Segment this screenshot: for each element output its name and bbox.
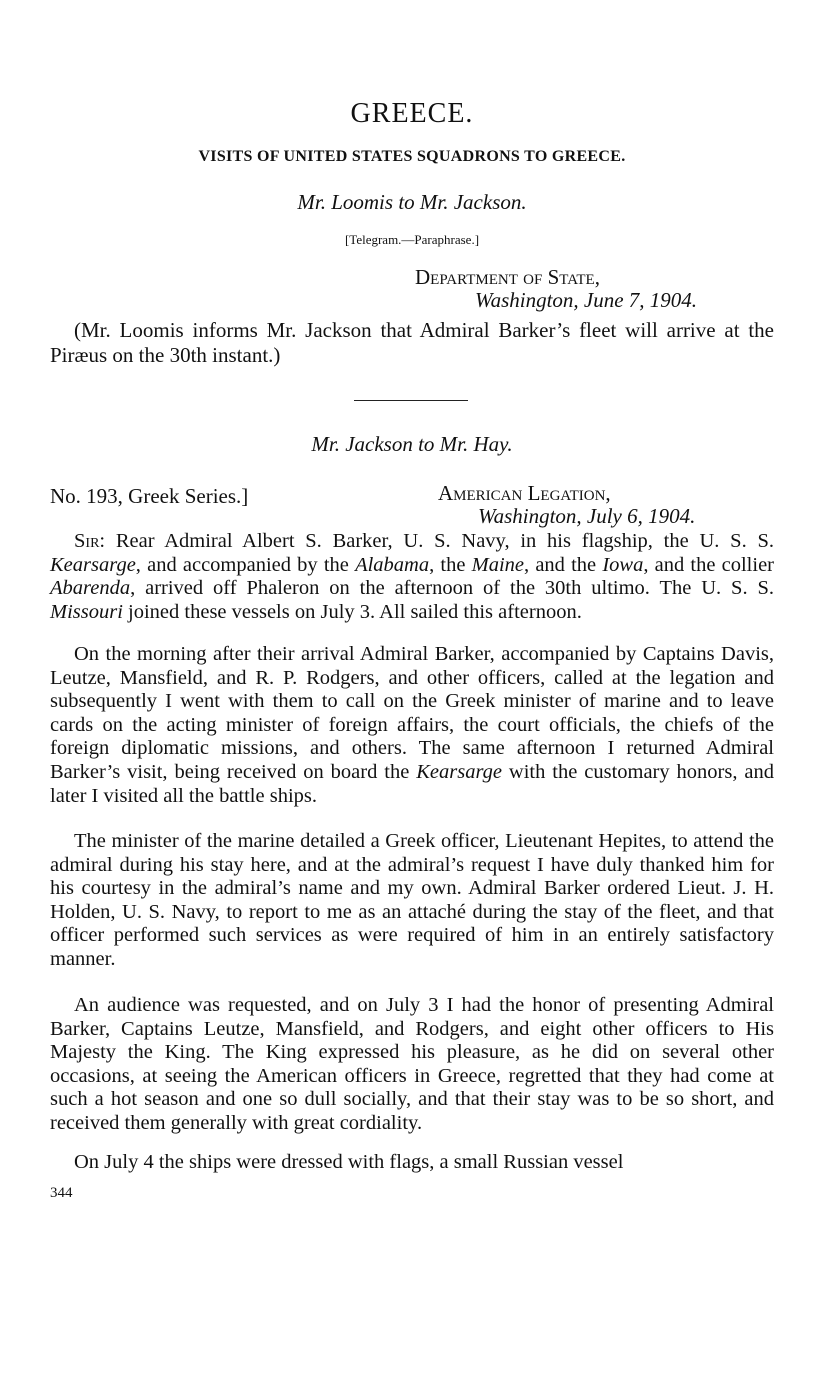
- sender-office: Department of State,: [415, 265, 600, 289]
- paragraph-1: [50, 530, 774, 624]
- sender-date: Washington, July 6, 1904.: [478, 504, 696, 528]
- sender-office: American Legation,: [438, 481, 611, 505]
- ship-name: Kearsarge: [416, 760, 503, 783]
- paragraph-2: [50, 643, 774, 808]
- salutation: Sir:: [74, 530, 106, 552]
- letter-heading-1: Mr. Loomis to Mr. Jackson.: [297, 190, 527, 214]
- letter-heading-2: Mr. Jackson to Mr. Hay.: [311, 432, 513, 456]
- text-run: , and accompanied by the: [135, 553, 356, 576]
- text-run: , and the: [524, 553, 603, 576]
- text-run: On the morning after their arrival Admiral Barker, accompanied by Captains Davis, Leutze, Mansfield, and R. P. Rodgers, and other officers, called at the legation and subsequently I went with them to call on the Greek minister of marine and to leave cards on the acting minister of foreign affairs, the court officials, the chiefs of the foreign diplomatic missions, and others. The same afternoon I returned Admiral Barker’s visit, being received on board the: [50, 643, 774, 783]
- text-run: joined these vessels on July 3. All sailed this afternoon.: [122, 600, 582, 623]
- paragraph-3: The minister of the marine detailed a Greek officer, Lieutenant Hepites, to attend the admiral during his stay here, and at the admiral’s request I have duly thanked him for his courtesy in the admiral’s name and my own. Admiral Barker ordered Lieut. J. H. Holden, U. S. Navy, to report to me as an attaché during the stay of the fleet, and that officer performed such services as were required of him in an entirely satisfactory manner.: [50, 830, 774, 970]
- page-title: GREECE.: [350, 98, 474, 129]
- sender-date: Washington, June 7, 1904.: [475, 288, 698, 312]
- ship-name: Iowa: [602, 553, 644, 576]
- ship-name: Alabama: [355, 553, 430, 576]
- sender-block-1: [415, 266, 697, 312]
- sender-block-2: [438, 482, 695, 528]
- text-run: , the: [429, 553, 472, 576]
- text-run: , and the collier: [643, 553, 775, 576]
- text-run: with the customary honors, and later I visited all the battle ships.: [50, 760, 774, 807]
- telegram-note: [Telegram.—Paraphrase.]: [344, 232, 480, 247]
- text-run: , arrived off Phaleron on the afternoon of the 30th ultimo. The U. S. S.: [130, 577, 774, 600]
- ship-name: Kearsarge: [50, 553, 136, 576]
- ship-name: Missouri: [50, 600, 123, 623]
- telegram-body: (Mr. Loomis informs Mr. Jackson that Admiral Barker’s fleet will arrive at the Piræus on the 30th instant.): [50, 318, 774, 367]
- paragraph-4: An audience was requested, and on July 3 I had the honor of presenting Admiral Barker, Captains Leutze, Mansfield, and Rodgers, and eight other officers to His Majesty the King. The King expressed his pleasure, as he did on several other occasions, at seeing the American officers in Greece, regretted that they had come at such a hot season and one so dull socially, and that their stay was to be so short, and received them generally with great cordiality.: [50, 994, 774, 1134]
- section-subtitle: VISITS OF UNITED STATES SQUADRONS TO GREECE.: [198, 148, 626, 165]
- despatch-reference: No. 193, Greek Series.]: [50, 484, 249, 508]
- section-divider: [354, 400, 468, 401]
- ship-name: Abarenda: [50, 577, 131, 600]
- ship-name: Maine: [471, 553, 525, 576]
- text-run: Rear Admiral Albert S. Barker, U. S. Navy, in his flagship, the U. S. S.: [105, 530, 774, 552]
- paragraph-5: On July 4 the ships were dressed with flags, a small Russian vessel: [74, 1151, 624, 1173]
- page-number: 344: [50, 1185, 73, 1201]
